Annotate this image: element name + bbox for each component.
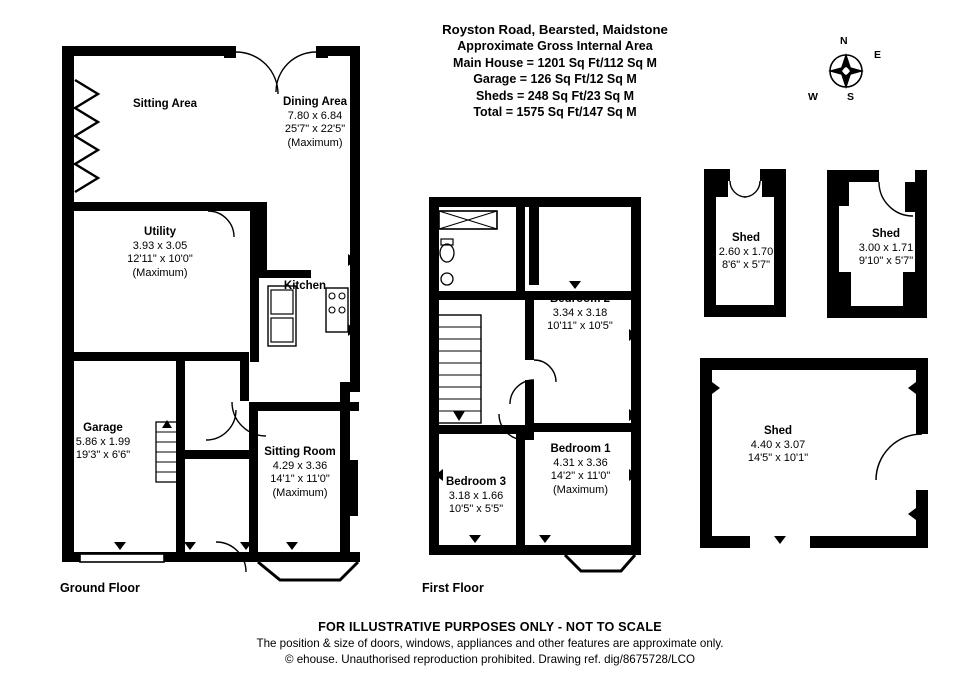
area-garage: Garage = 126 Sq Ft/12 Sq M [473, 72, 637, 87]
room-label-kitchen: Kitchen [283, 280, 327, 292]
compass-label-east: E [874, 49, 882, 61]
compass-rose [800, 35, 892, 107]
room-label-utility: Utility 3.93 x 3.05 12'11" x 10'0" (Maximum) [127, 226, 193, 279]
area-subtitle: Approximate Gross Internal Area [457, 39, 653, 54]
room-label-bedroom-3: Bedroom 3 3.18 x 1.66 10'5" x 5'5" [445, 476, 507, 515]
room-label-shed-2: Shed 3.00 x 1.71 9'10" x 5'7" [858, 228, 914, 267]
room-label-bedroom-2: Bedroom 2 3.34 x 3.18 10'11" x 10'5" [547, 293, 613, 332]
compass-label-north: N [840, 35, 848, 47]
area-total: Total = 1575 Sq Ft/147 Sq M [473, 105, 637, 120]
room-label-sitting-area: Sitting Area [132, 98, 198, 110]
footer-line-1: FOR ILLUSTRATIVE PURPOSES ONLY - NOT TO SCALE [318, 620, 662, 634]
room-label-shed-1: Shed 2.60 x 1.70 8'6" x 5'7" [718, 232, 774, 271]
title-block [395, 22, 715, 120]
floor-caption-ground: Ground Floor [60, 581, 140, 595]
footer-line-2: The position & size of doors, windows, appliances and other features are approximate only. [256, 637, 724, 650]
floor-caption-first: First Floor [422, 581, 484, 595]
room-label-garage: Garage 5.86 x 1.99 19'3" x 6'6" [75, 422, 131, 461]
compass-label-west: W [808, 91, 818, 103]
compass-label-south: S [847, 91, 855, 103]
footer-disclaimer [0, 620, 980, 666]
property-address: Royston Road, Bearsted, Maidstone [442, 22, 668, 37]
footer-line-3: © ehouse. Unauthorised reproduction prohibited. Drawing ref. dig/8675728/LCO [284, 653, 696, 666]
room-label-dining-area: Dining Area 7.80 x 6.84 25'7" x 22'5" (Maximum) [282, 96, 348, 149]
room-label-shed-3: Shed 4.40 x 3.07 14'5" x 10'1" [747, 425, 809, 464]
room-label-bedroom-1: Bedroom 1 4.31 x 3.36 14'2" x 11'0" (Maximum) [550, 443, 611, 496]
area-sheds: Sheds = 248 Sq Ft/23 Sq M [475, 88, 635, 103]
area-main-house: Main House = 1201 Sq Ft/112 Sq M [453, 55, 657, 70]
room-label-sitting-room: Sitting Room 4.29 x 3.36 14'1" x 11'0" (Maximum) [264, 446, 336, 499]
